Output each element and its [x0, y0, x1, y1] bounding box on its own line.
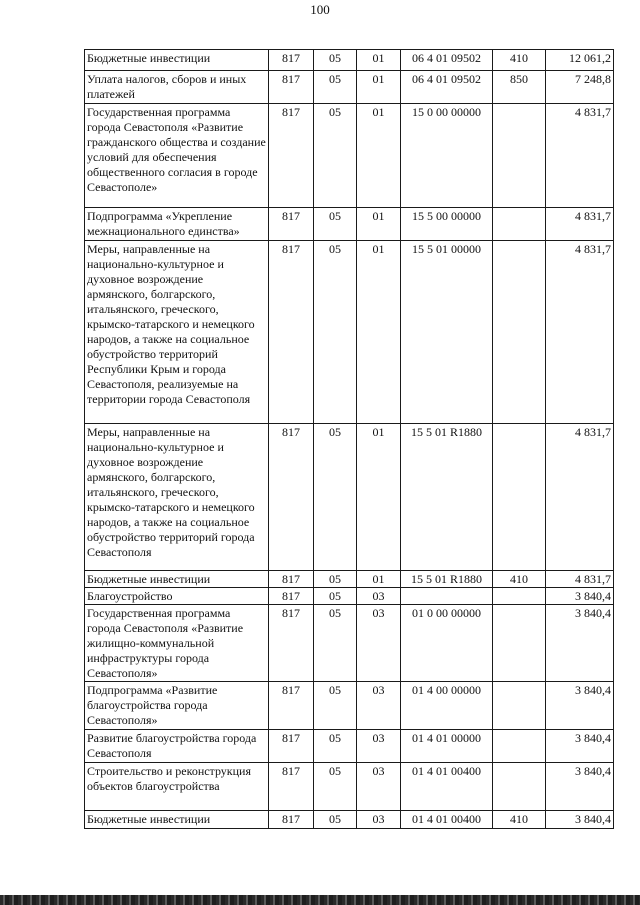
subsection-code-cell: 03 [357, 811, 401, 829]
amount-cell: 3 840,4 [546, 682, 614, 730]
section-code-cell: 05 [314, 763, 357, 811]
table-row [85, 424, 614, 571]
subsection-code-cell: 01 [357, 424, 401, 571]
section-code-cell: 05 [314, 588, 357, 605]
subsection-code-cell: 01 [357, 104, 401, 208]
target-article-cell: 15 5 01 00000 [401, 241, 493, 424]
row-name-cell: Развитие благоустройства города Севастополя [85, 730, 269, 763]
expense-type-cell [493, 763, 546, 811]
amount-cell: 4 831,7 [546, 571, 614, 588]
subsection-code-cell: 03 [357, 763, 401, 811]
subsection-code-cell: 03 [357, 588, 401, 605]
expense-type-cell [493, 605, 546, 682]
target-article-cell: 15 5 01 R1880 [401, 571, 493, 588]
row-name-cell: Бюджетные инвестиции [85, 811, 269, 829]
row-name-cell: Государственная программа города Севастополя «Развитие гражданского общества и создание условий для обеспечения общественного согласия в городе Севастополе» [85, 104, 269, 208]
table-row [85, 682, 614, 730]
amount-cell: 4 831,7 [546, 424, 614, 571]
subsection-code-cell: 01 [357, 241, 401, 424]
section-code-cell: 05 [314, 71, 357, 104]
expense-type-cell: 410 [493, 571, 546, 588]
ministry-code-cell: 817 [269, 208, 314, 241]
table-row [85, 763, 614, 811]
ministry-code-cell: 817 [269, 682, 314, 730]
ministry-code-cell: 817 [269, 588, 314, 605]
section-code-cell: 05 [314, 571, 357, 588]
table-row [85, 730, 614, 763]
row-name-cell: Меры, направленные на национально-культурное и духовное возрождение армянского, болгарского, итальянского, греческого, крымско-татарского и немецкого народов, а также на социальное обустройство территорий города Севастополя [85, 424, 269, 571]
row-name-cell: Меры, направленные на национально-культурное и духовное возрождение армянского, болгарского, итальянского, греческого, крымско-татарского и немецкого народов, а также на социальное обустройство территорий Республики Крым и города Севастополя, реализуемые на территории города Севастополя [85, 241, 269, 424]
subsection-code-cell: 01 [357, 71, 401, 104]
subsection-code-cell: 01 [357, 208, 401, 241]
page-number: 100 [310, 2, 330, 17]
expense-type-cell [493, 682, 546, 730]
amount-cell: 3 840,4 [546, 811, 614, 829]
table-row [85, 241, 614, 424]
ministry-code-cell: 817 [269, 241, 314, 424]
expense-type-cell [493, 588, 546, 605]
ministry-code-cell: 817 [269, 763, 314, 811]
subsection-code-cell: 01 [357, 50, 401, 71]
row-name-cell: Бюджетные инвестиции [85, 50, 269, 71]
target-article-cell: 01 4 01 00000 [401, 730, 493, 763]
subsection-code-cell: 01 [357, 571, 401, 588]
section-code-cell: 05 [314, 241, 357, 424]
amount-cell: 12 061,2 [546, 50, 614, 71]
ministry-code-cell: 817 [269, 730, 314, 763]
expense-type-cell: 410 [493, 50, 546, 71]
section-code-cell: 05 [314, 682, 357, 730]
expense-type-cell [493, 241, 546, 424]
table-row [85, 571, 614, 588]
target-article-cell: 15 5 00 00000 [401, 208, 493, 241]
row-name-cell: Уплата налогов, сборов и иных платежей [85, 71, 269, 104]
target-article-cell: 06 4 01 09502 [401, 50, 493, 71]
table-row [85, 71, 614, 104]
amount-cell: 3 840,4 [546, 588, 614, 605]
ministry-code-cell: 817 [269, 571, 314, 588]
target-article-cell: 01 4 01 00400 [401, 763, 493, 811]
table-row [85, 811, 614, 829]
amount-cell: 3 840,4 [546, 730, 614, 763]
subsection-code-cell: 03 [357, 730, 401, 763]
ministry-code-cell: 817 [269, 104, 314, 208]
section-code-cell: 05 [314, 424, 357, 571]
table-row [85, 104, 614, 208]
amount-cell: 4 831,7 [546, 241, 614, 424]
table-row [85, 50, 614, 71]
ministry-code-cell: 817 [269, 811, 314, 829]
amount-cell: 3 840,4 [546, 605, 614, 682]
expense-type-cell [493, 104, 546, 208]
row-name-cell: Бюджетные инвестиции [85, 571, 269, 588]
target-article-cell: 01 4 00 00000 [401, 682, 493, 730]
expense-type-cell [493, 424, 546, 571]
table-row [85, 605, 614, 682]
ministry-code-cell: 817 [269, 71, 314, 104]
subsection-code-cell: 03 [357, 682, 401, 730]
row-name-cell: Подпрограмма «Развитие благоустройства города Севастополя» [85, 682, 269, 730]
target-article-cell [401, 588, 493, 605]
amount-cell: 4 831,7 [546, 104, 614, 208]
expense-type-cell: 410 [493, 811, 546, 829]
target-article-cell: 01 0 00 00000 [401, 605, 493, 682]
row-name-cell: Строительство и реконструкция объектов благоустройства [85, 763, 269, 811]
budget-table [84, 49, 614, 829]
target-article-cell: 15 5 01 R1880 [401, 424, 493, 571]
ministry-code-cell: 817 [269, 424, 314, 571]
section-code-cell: 05 [314, 208, 357, 241]
table-row [85, 208, 614, 241]
row-name-cell: Государственная программа города Севастополя «Развитие жилищно-коммунальной инфраструктуры города Севастополя» [85, 605, 269, 682]
amount-cell: 7 248,8 [546, 71, 614, 104]
amount-cell: 4 831,7 [546, 208, 614, 241]
table-row [85, 588, 614, 605]
expense-type-cell [493, 208, 546, 241]
section-code-cell: 05 [314, 104, 357, 208]
section-code-cell: 05 [314, 730, 357, 763]
scan-edge [0, 895, 640, 905]
section-code-cell: 05 [314, 605, 357, 682]
amount-cell: 3 840,4 [546, 763, 614, 811]
expense-type-cell [493, 730, 546, 763]
row-name-cell: Благоустройство [85, 588, 269, 605]
subsection-code-cell: 03 [357, 605, 401, 682]
row-name-cell: Подпрограмма «Укрепление межнационального единства» [85, 208, 269, 241]
expense-type-cell: 850 [493, 71, 546, 104]
section-code-cell: 05 [314, 811, 357, 829]
section-code-cell: 05 [314, 50, 357, 71]
ministry-code-cell: 817 [269, 605, 314, 682]
target-article-cell: 01 4 01 00400 [401, 811, 493, 829]
target-article-cell: 06 4 01 09502 [401, 71, 493, 104]
ministry-code-cell: 817 [269, 50, 314, 71]
target-article-cell: 15 0 00 00000 [401, 104, 493, 208]
